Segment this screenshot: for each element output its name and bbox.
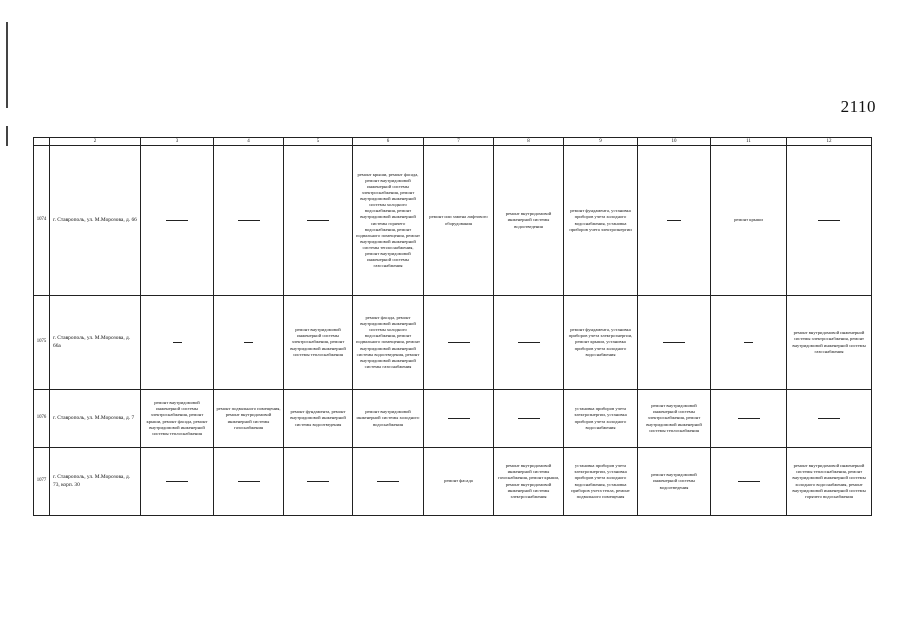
work-cell: ремонт или замена лифтового оборудования: [424, 146, 494, 296]
dash-mark: [818, 418, 840, 419]
empty-cell: [214, 296, 284, 390]
column-header: 8: [494, 138, 564, 146]
page-edge-mark: [6, 126, 8, 146]
dash-mark: [238, 220, 260, 221]
work-cell: ремонт фасада, ремонт внутридомовой инженерной системы холодного водоснабжения, ремонт подвального помещения, ремонт внутридомовой инженерной системы водоотведения, ремонт внутридомовой инженерной системы газоснабжения: [353, 296, 424, 390]
work-cell: ремонт внутридомовой инженерной системы газоснабжения, ремонт крыши, ремонт внутридомовой инженерной системы электроснабжения: [494, 448, 564, 516]
empty-cell: [424, 390, 494, 448]
dash-mark: [667, 220, 681, 221]
column-header: [34, 138, 50, 146]
work-cell: ремонт фасада: [424, 448, 494, 516]
table-row: [34, 146, 872, 296]
column-header: 4: [214, 138, 284, 146]
empty-cell: [638, 146, 711, 296]
dash-mark: [448, 418, 470, 419]
page-number: 2110: [840, 97, 876, 116]
empty-cell: [638, 296, 711, 390]
work-cell: ремонт крыши, ремонт фасада, ремонт внутридомовой инженерной системы электроснабжения, ремонт внутридомовой инженерной системы холодного водоснабжения, ремонт внутридомовой инженерной системы горячего водоснабжения, ремонт подвального помещения, ремонт внутридомовой инженерной системы теплоснабжения, ремонт внутридомовой инженерной системы газоснабжения: [353, 146, 424, 296]
empty-cell: [711, 390, 787, 448]
repair-program-table: [33, 137, 872, 516]
dash-mark: [738, 481, 760, 482]
dash-mark: [448, 342, 470, 343]
empty-cell: [141, 448, 214, 516]
column-header: 7: [424, 138, 494, 146]
column-header: 2: [50, 138, 141, 146]
work-cell: ремонт подвального помещения, ремонт внутридомовой инженерной системы газоснабжения: [214, 390, 284, 448]
table-row: [34, 390, 872, 448]
column-header: 6: [353, 138, 424, 146]
empty-cell: [787, 390, 872, 448]
empty-cell: [494, 296, 564, 390]
work-cell: ремонт внутридомовой инженерной системы электроснабжения, ремонт внутридомовой инженерной системы теплоснабжения: [638, 390, 711, 448]
row-number: 1074: [34, 146, 50, 296]
dash-mark: [244, 342, 253, 343]
dash-mark: [166, 220, 188, 221]
empty-cell: [214, 146, 284, 296]
empty-cell: [494, 390, 564, 448]
empty-cell: [141, 296, 214, 390]
row-number: 1076: [34, 390, 50, 448]
table-row: [34, 448, 872, 516]
work-cell: ремонт внутридомовой инженерной системы теплоснабжения, ремонт внутридомовой инженерной системы холодного водоснабжения, ремонт внутридомовой инженерной системы горячего водоснабжения: [787, 448, 872, 516]
dash-mark: [166, 481, 188, 482]
work-cell: ремонт внутридомовой инженерной системы электроснабжения, ремонт крыши, ремонт фасада, ремонт внутридомовой инженерной системы теплоснабжения: [141, 390, 214, 448]
column-header: 11: [711, 138, 787, 146]
empty-cell: [424, 296, 494, 390]
column-header: 9: [564, 138, 638, 146]
empty-cell: [214, 448, 284, 516]
work-cell: ремонт фундамента, установка приборов учета электроэнергии, ремонт крыши, установка приборов учета холодного водоснабжения: [564, 296, 638, 390]
page-edge-mark: [6, 22, 8, 108]
dash-mark: [738, 418, 760, 419]
empty-cell: [284, 448, 353, 516]
address-cell: г. Ставрополь, ул. М.Морозова, д. 73, корп. 30: [50, 448, 141, 516]
work-cell: ремонт внутридомовой инженерной системы холодного водоснабжения: [353, 390, 424, 448]
empty-cell: [284, 146, 353, 296]
empty-cell: [711, 448, 787, 516]
work-cell: ремонт внутридомовой инженерной системы водоотведения: [638, 448, 711, 516]
work-cell: ремонт внутридомовой инженерной системы электроснабжения, ремонт внутридомовой инженерной системы теплоснабжения: [284, 296, 353, 390]
table-row: [34, 296, 872, 390]
work-cell: ремонт фундамента, установка приборов учета холодного водоснабжения, установка приборов учета электроэнергии: [564, 146, 638, 296]
dash-mark: [518, 342, 540, 343]
column-header: 10: [638, 138, 711, 146]
column-header: 3: [141, 138, 214, 146]
header-row: [34, 138, 872, 146]
dash-mark: [173, 342, 182, 343]
dash-mark: [307, 481, 329, 482]
row-number: 1075: [34, 296, 50, 390]
dash-mark: [518, 418, 540, 419]
dash-mark: [818, 220, 840, 221]
work-cell: ремонт крыши: [711, 146, 787, 296]
dash-mark: [663, 342, 685, 343]
work-cell: установка приборов учета электроэнергии, установка приборов учета холодного водоснабжения: [564, 390, 638, 448]
dash-mark: [238, 481, 260, 482]
empty-cell: [787, 146, 872, 296]
dash-mark: [307, 220, 329, 221]
work-cell: ремонт внутридомовой инженерной системы водоотведения: [494, 146, 564, 296]
empty-cell: [711, 296, 787, 390]
address-cell: г. Ставрополь, ул. М.Морозова, д. 66а: [50, 296, 141, 390]
column-header: 12: [787, 138, 872, 146]
row-number: 1077: [34, 448, 50, 516]
empty-cell: [141, 146, 214, 296]
address-cell: г. Ставрополь, ул. М.Морозова, д. 7: [50, 390, 141, 448]
work-cell: ремонт фундамента, ремонт внутридомовой инженерной системы водоотведения: [284, 390, 353, 448]
empty-cell: [353, 448, 424, 516]
work-cell: установка приборов учета электроэнергии, установка приборов учета холодного водоснабжения, установка приборов учета тепла, ремонт подвального помещения: [564, 448, 638, 516]
work-cell: ремонт внутридомовой инженерной системы электроснабжения, ремонт внутридомовой инженерной системы газоснабжения: [787, 296, 872, 390]
column-header: 5: [284, 138, 353, 146]
dash-mark: [744, 342, 753, 343]
address-cell: г. Ставрополь, ул. М.Морозова, д. 66: [50, 146, 141, 296]
dash-mark: [377, 481, 399, 482]
